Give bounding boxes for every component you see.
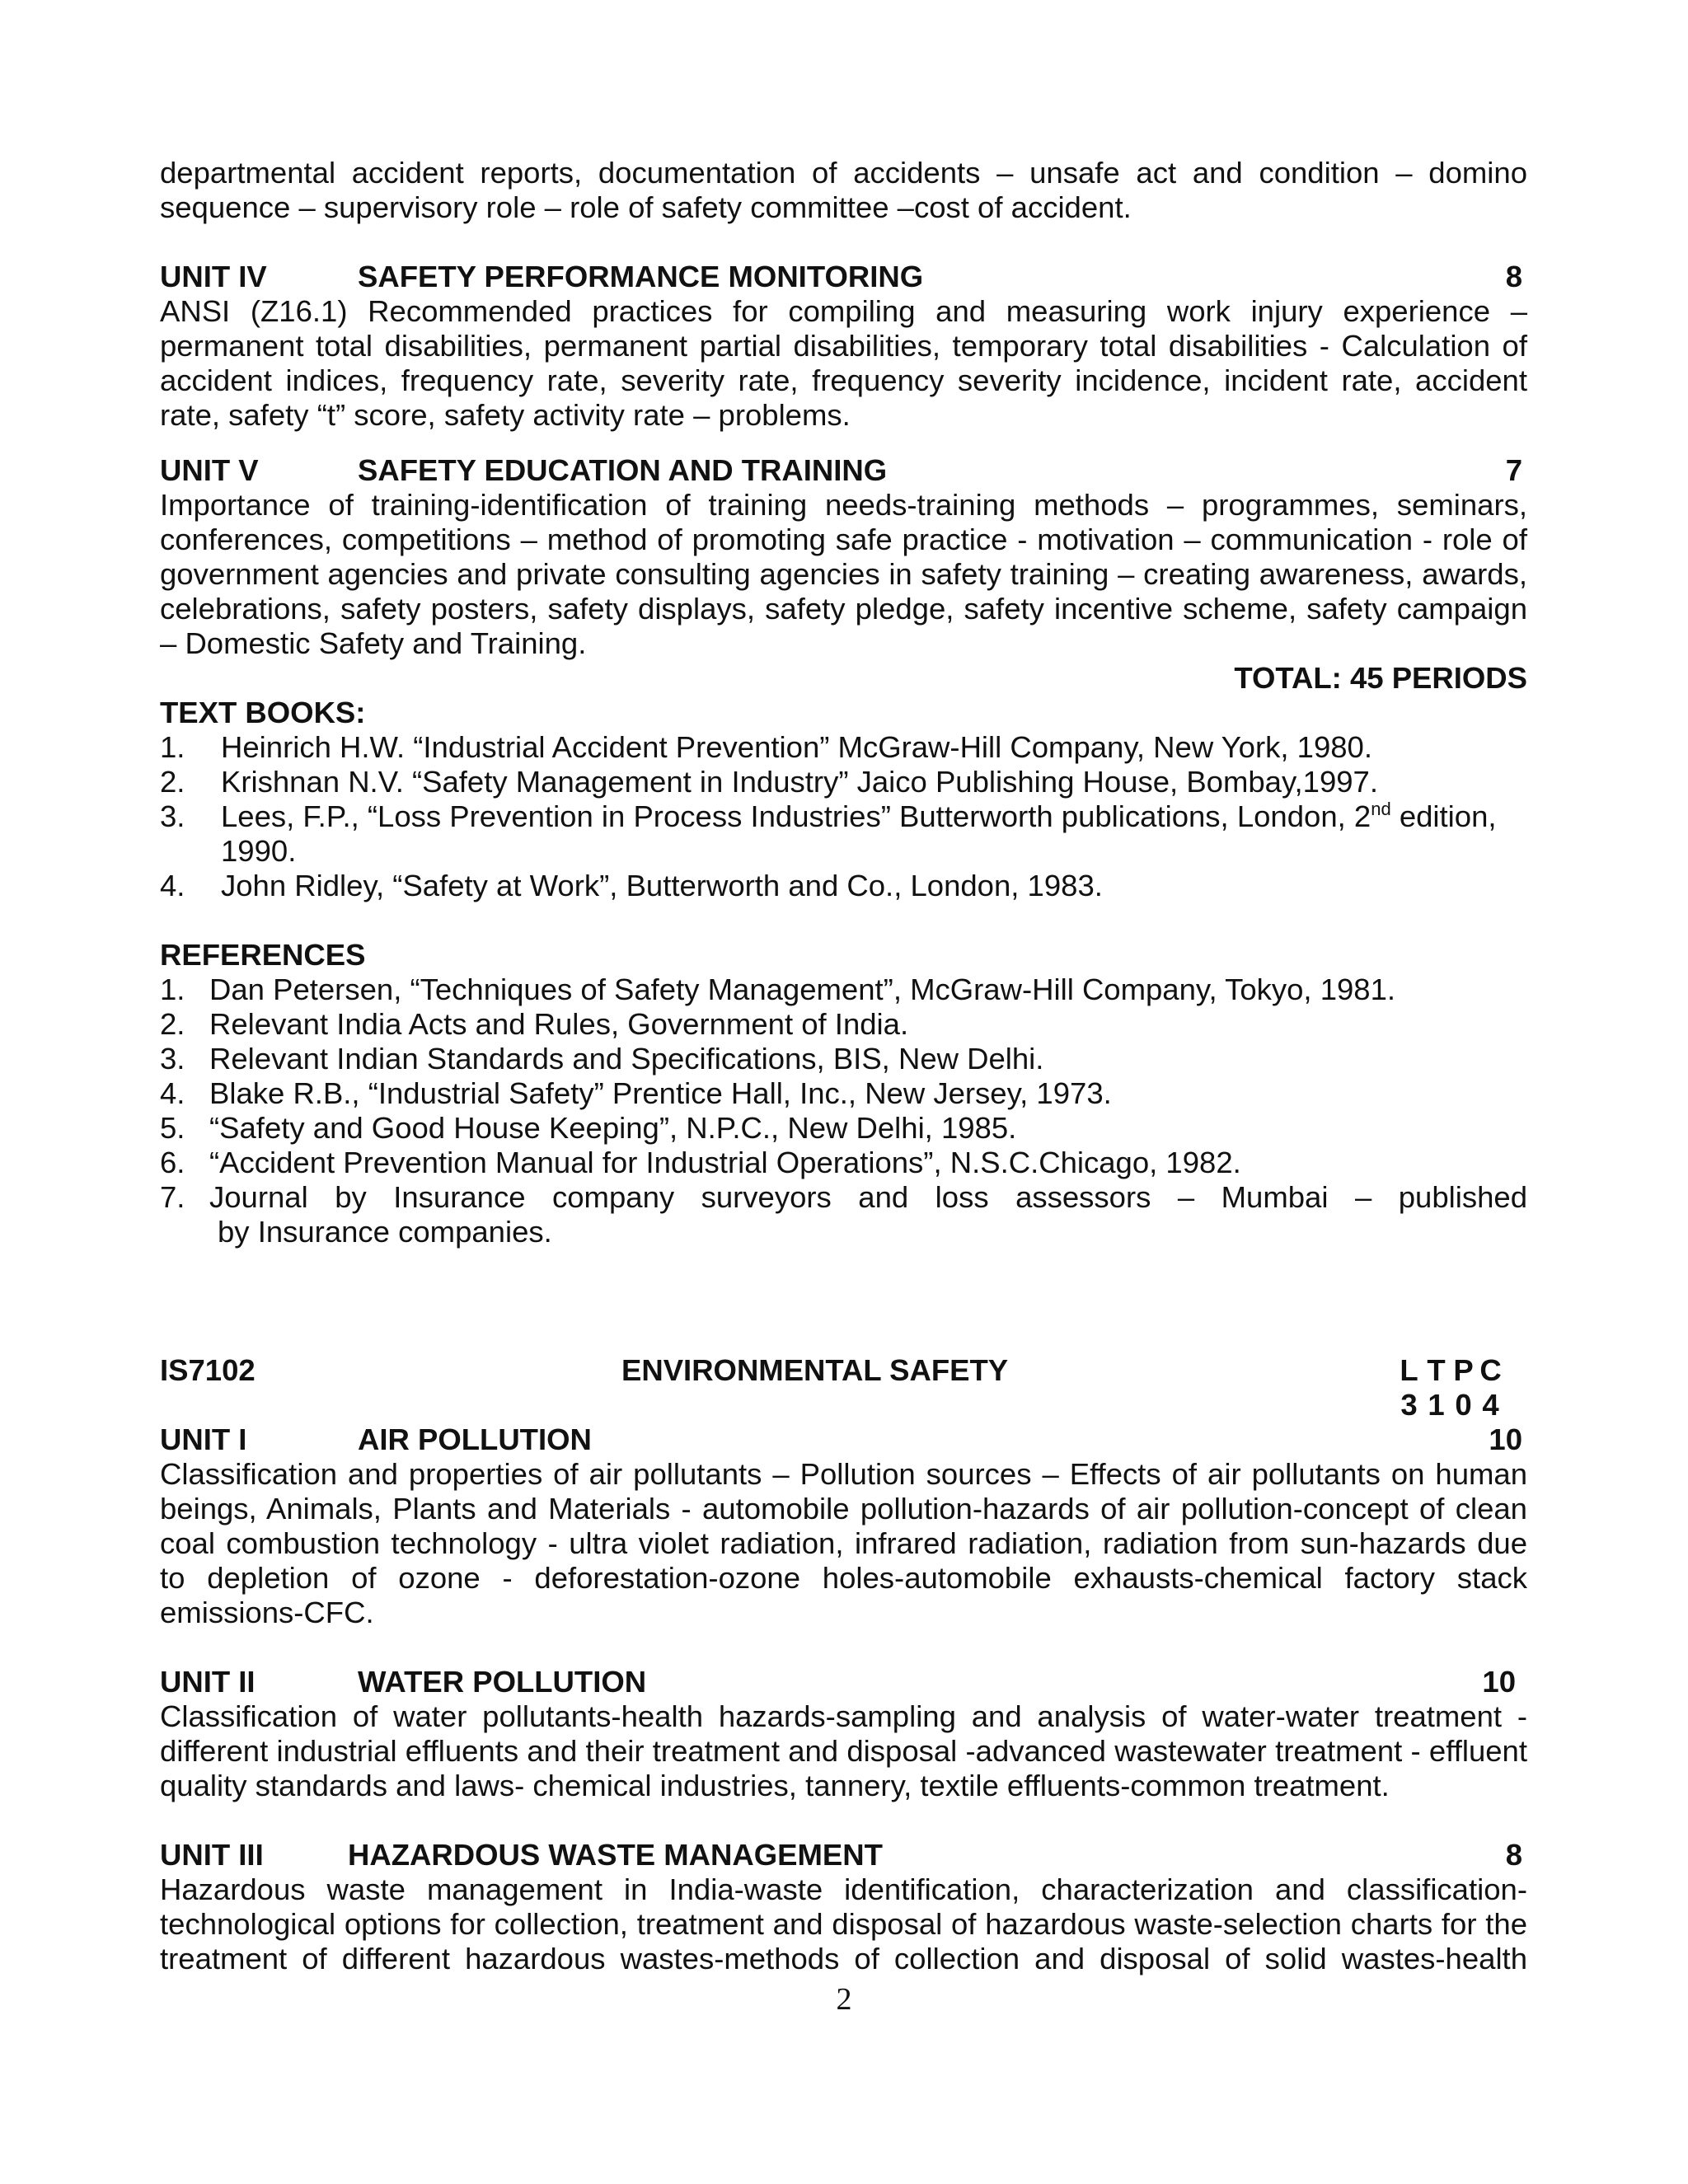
list-item <box>160 1007 1527 1042</box>
list-item <box>160 1111 1527 1146</box>
unit-number: UNIT I <box>160 1422 247 1456</box>
ltpc-labels <box>1395 1353 1527 1388</box>
list-number: 1. <box>160 972 185 1006</box>
unit-title: SAFETY PERFORMANCE MONITORING <box>358 260 924 293</box>
list-number: 6. <box>160 1146 185 1179</box>
list-text: by Insurance companies. <box>218 1215 552 1249</box>
ltpc-label: L <box>1400 1353 1418 1387</box>
list-text: Journal by Insurance company surveyors and loss assessors – Mumbai – published <box>209 1180 1527 1214</box>
unit-body: Classification of water pollutants-health hazards-sampling and analysis of water-water treatment - different industrial effluents and their treatment and disposal -advanced wastewater treatment - effluent quality standards and laws- chemical industries, tannery, textile effluents-common treatment. <box>160 1699 1527 1802</box>
ltpc-value: 3 <box>1400 1388 1418 1422</box>
page-number: 2 <box>836 1982 852 2017</box>
list-number: 2. <box>160 765 185 799</box>
list-number: 3. <box>160 799 185 833</box>
unit-heading <box>160 1838 1527 1872</box>
total-periods: TOTAL: 45 PERIODS <box>1234 661 1527 695</box>
list-number: 1. <box>160 730 185 764</box>
list-number: 5. <box>160 1111 185 1145</box>
list-number: 3. <box>160 1042 185 1076</box>
list-number: 4. <box>160 1076 185 1110</box>
unit-number: UNIT II <box>160 1665 256 1699</box>
list-item <box>160 972 1527 1007</box>
unit-title: AIR POLLUTION <box>358 1422 592 1456</box>
list-item <box>160 869 1527 903</box>
list-text: “Accident Prevention Manual for Industrial Operations”, N.S.C.Chicago, 1982. <box>209 1146 1241 1179</box>
list-text: edition, 1990. <box>221 799 1497 868</box>
ltpc-values <box>1395 1388 1527 1422</box>
unit-hours: 8 <box>1505 260 1522 293</box>
unit-body: Classification and properties of air pollutants – Pollution sources – Effects of air pollutants on human beings, Animals, Plants and Materials - automobile pollution-hazards of air pollution-concept of clean coal combustion technology - ultra violet radiation, infrared radiation, radiation from sun-hazards due to depletion of ozone - deforestation-ozone holes-automobile exhausts-chemical factory stack emissions-CFC. <box>160 1457 1527 1629</box>
text-books-heading: TEXT BOOKS: <box>160 696 366 729</box>
course-title: ENVIRONMENTAL SAFETY <box>621 1353 1009 1387</box>
list-text: John Ridley, “Safety at Work”, Butterworth and Co., London, 1983. <box>221 869 1103 902</box>
unit-heading <box>160 453 1527 488</box>
unit-body: Importance of training-identification of training needs-training methods – programmes, seminars, conferences, competitions – method of promoting safe practice - motivation – communication - role of government agencies and private consulting agencies in safety training – creating awareness, awards, celebrations, safety posters, safety displays, safety pledge, safety incentive scheme, safety campaign – Domestic Safety and Training. <box>160 488 1527 660</box>
list-number: 4. <box>160 869 185 902</box>
course-header <box>160 1353 1527 1388</box>
unit-title: HAZARDOUS WASTE MANAGEMENT <box>348 1838 883 1872</box>
unit-number: UNIT V <box>160 453 259 487</box>
course-code: IS7102 <box>160 1353 256 1387</box>
list-text: Krishnan N.V. “Safety Management in Industry” Jaico Publishing House, Bombay,1997. <box>221 765 1378 799</box>
unit-heading <box>160 260 1527 294</box>
unit-heading <box>160 1665 1527 1699</box>
unit-hours: 10 <box>1489 1422 1522 1456</box>
ltpc-label: C <box>1479 1353 1502 1387</box>
page-content <box>160 156 1527 1976</box>
list-text: Relevant Indian Standards and Specifications, BIS, New Delhi. <box>209 1042 1044 1076</box>
ltpc-label: T <box>1427 1353 1446 1387</box>
list-item <box>160 1146 1527 1180</box>
list-text: Relevant India Acts and Rules, Government of India. <box>209 1007 909 1041</box>
ltpc-values-row <box>160 1388 1527 1422</box>
list-item <box>160 799 1527 869</box>
references-list <box>160 972 1527 1249</box>
list-text: Blake R.B., “Industrial Safety” Prentice Hall, Inc., New Jersey, 1973. <box>209 1076 1112 1110</box>
unit-number: UNIT III <box>160 1838 264 1872</box>
list-number: 2. <box>160 1007 185 1041</box>
unit-body: Hazardous waste management in India-waste identification, characterization and classification-technological options for collection, treatment and disposal of hazardous waste-selection charts for the treatment of different hazardous wastes-methods of collection and disposal of solid wastes-health <box>160 1872 1527 1975</box>
list-item <box>160 1042 1527 1076</box>
unit-hours: 8 <box>1505 1838 1522 1872</box>
list-item <box>160 765 1527 799</box>
list-text: Lees, F.P., “Loss Prevention in Process Industries” Butterworth publications, London, 2 <box>221 799 1372 833</box>
list-item <box>160 730 1527 765</box>
references-heading: REFERENCES <box>160 938 366 972</box>
ltpc-value: 4 <box>1482 1388 1499 1422</box>
list-text: Dan Petersen, “Techniques of Safety Management”, McGraw-Hill Company, Tokyo, 1981. <box>209 972 1396 1006</box>
unit-number: UNIT IV <box>160 260 267 293</box>
superscript: nd <box>1371 799 1391 819</box>
unit-title: SAFETY EDUCATION AND TRAINING <box>358 453 888 487</box>
intro-paragraph: departmental accident reports, documentation of accidents – unsafe act and condition – domino sequence – supervisory role – role of safety committee –cost of accident. <box>160 156 1527 224</box>
ltpc-label: P <box>1453 1353 1474 1387</box>
unit-title: WATER POLLUTION <box>358 1665 647 1699</box>
unit-hours: 10 <box>1482 1665 1516 1699</box>
unit-hours: 7 <box>1505 453 1522 487</box>
list-text: “Safety and Good House Keeping”, N.P.C., New Delhi, 1985. <box>209 1111 1017 1145</box>
ltpc-value: 0 <box>1455 1388 1472 1422</box>
text-books-list <box>160 730 1527 903</box>
list-text: Heinrich H.W. “Industrial Accident Prevention” McGraw-Hill Company, New York, 1980. <box>221 730 1372 764</box>
unit-heading <box>160 1422 1527 1457</box>
list-item <box>160 1076 1527 1111</box>
list-number: 7. <box>160 1180 185 1214</box>
list-item <box>160 1180 1527 1249</box>
ltpc-value: 1 <box>1428 1388 1445 1422</box>
unit-body: ANSI (Z16.1) Recommended practices for compiling and measuring work injury experience – permanent total disabilities, permanent partial disabilities, temporary total disabilities - Calculation of accident indices, frequency rate, severity rate, frequency severity incidence, incident rate, accident rate, safety “t” score, safety activity rate – problems. <box>160 294 1527 432</box>
